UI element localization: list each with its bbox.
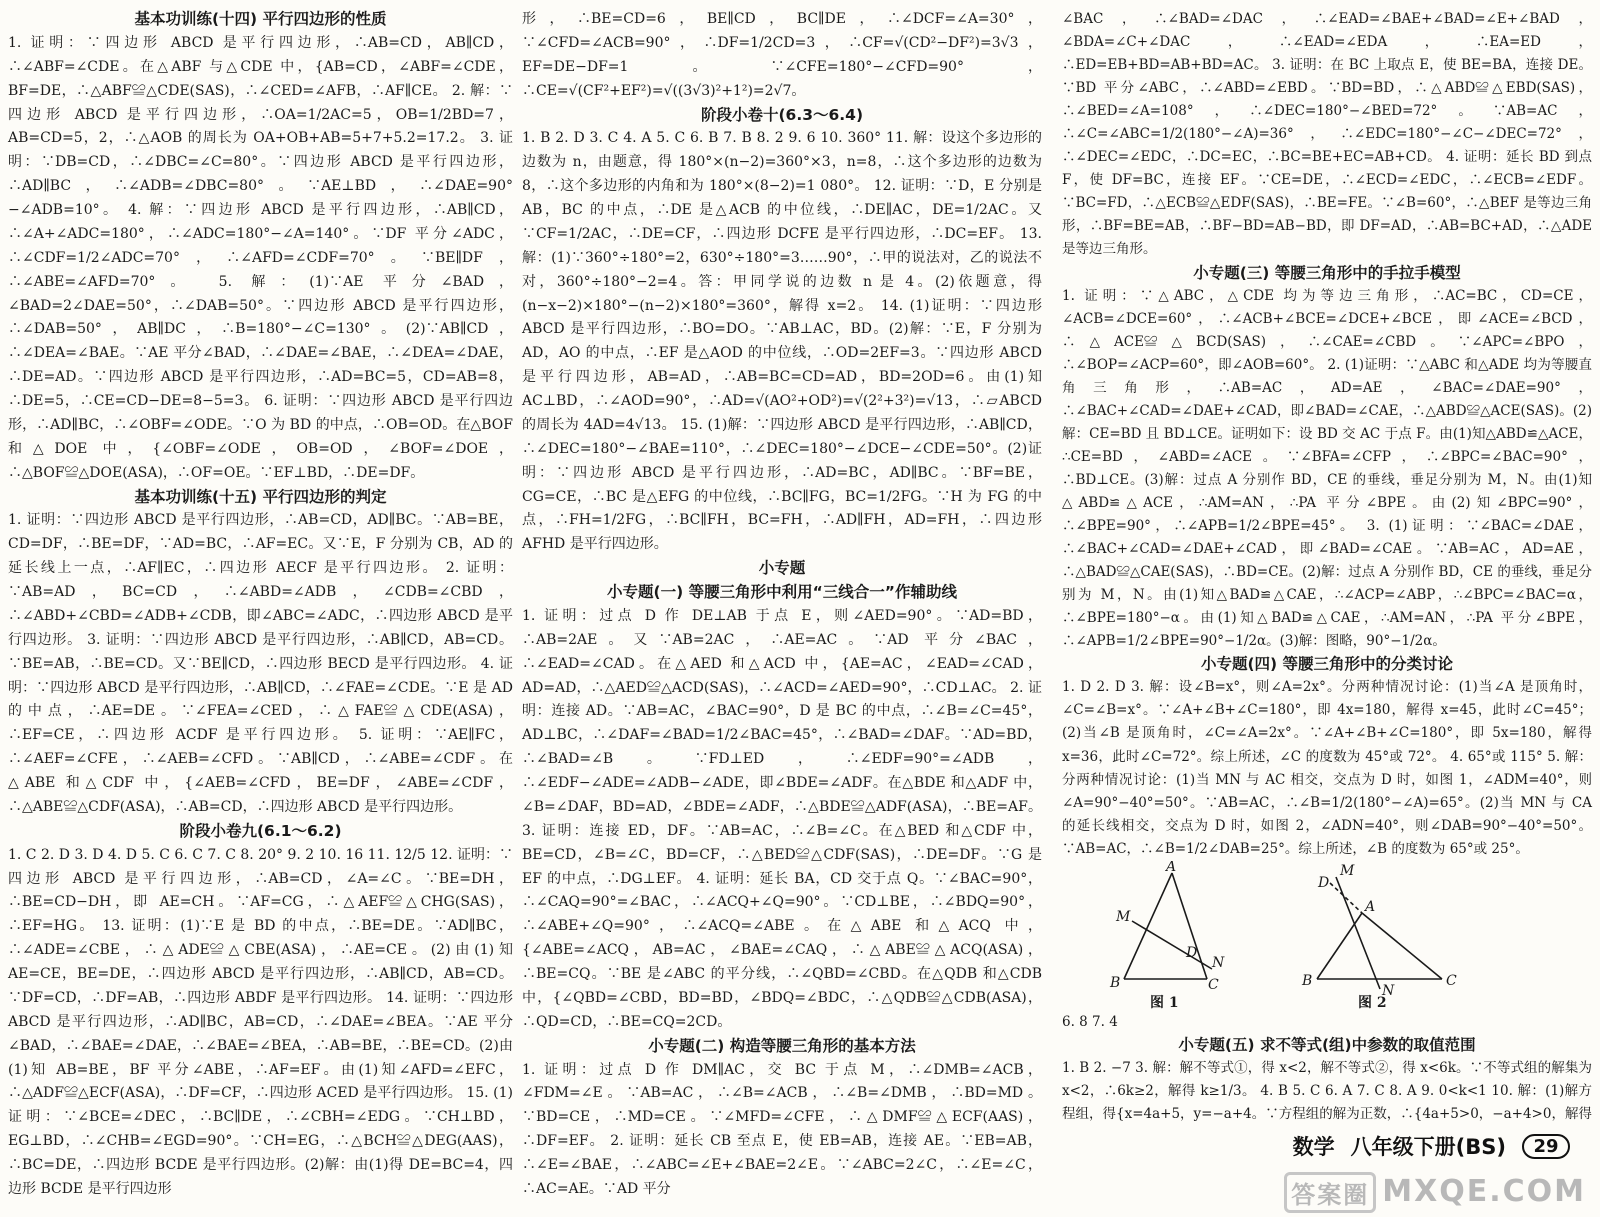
fig2-label-c: C bbox=[1446, 972, 1457, 989]
section-title: 小专题(一) 等腰三角形中利用“三线合一”作辅助线 bbox=[607, 583, 957, 601]
fig2-caption: 图 2 bbox=[1358, 994, 1387, 1011]
figures-svg bbox=[1062, 861, 1482, 1011]
fig1-side-ab bbox=[1124, 873, 1172, 979]
fig2-label-d: D bbox=[1318, 874, 1330, 891]
column-2 bbox=[522, 8, 1042, 1202]
answer-paragraph: 1. 证明：∵四边形 ABCD 是平行四边形，∴AB=CD，AB∥CD，∴∠ABF=∠CDE。在△ABF 与△CDE 中，{AB=CD，∠ABF=∠CDE，BF=DE，∴△ABF≌△CDE(SAS)，∴∠CED=∠AFB，∴AF∥CE。 2. 解：∵四边形 ABCD 是平行四边形，∴OA=1/2AC=5，OB=1/2BD=7，AB=CD=5，2，∴△AOB 的周长为 OA+OB+AB=5+7+5.2=17.2。 3. 证明：∵DB=CD，∴∠DBC=∠C=80°。∵四边形 ABCD 是平行四边形，∴AD∥BC，∴∠ADB=∠DBC=80°。∵AE⊥BD，∴∠DAE=90°−∠ADB=10°。 4. 解：∵四边形 ABCD 是平行四边形，∴AB∥CD，∴∠A+∠ADC=180°，∴∠ADC=180°−∠A=140°。∵DF 平分∠ADC，∴∠CDF=1/2∠ADC=70°，∴∠AFD=∠CDF=70°。∵BE∥DF，∴∠ABE=∠AFD=70°。 5. 解：(1)∵AE 平分∠BAD，∠BAD=2∠DAE=50°，∴∠DAB=50°。∵四边形 ABCD 是平行四边形，∴∠DAB=50°，AB∥DC，∴B=180°−∠C=130°。(2)∵AB∥CD，∴∠DEA=∠BAE。∵AE 平分∠BAD，∴∠DAE=∠BAE，∴∠DEA=∠DAE，∴DE=AD。∵四边形 ABCD 是平行四边形，∴AD=BC=5，CD=AB=8，∴DE=5，∴CE=CD−DE=8−5=3。 6. 证明：∵四边形 ABCD 是平行四边形，∴AD∥BC，∴∠OBF=∠ODE。∵O 为 BD 的中点，∴OB=OD。在△BOF 和△DOE 中，{∠OBF=∠ODE，OB=OD，∠BOF=∠DOE，∴△BOF≌△DOE(ASA)，∴OF=OE。∵EF⊥BD，∴DE=DF。 bbox=[8, 34, 513, 481]
fig2-label-m: M bbox=[1340, 862, 1355, 879]
answer-paragraph: 1. C 2. D 3. D 4. D 5. C 6. C 7. C 8. 20° 9. 2 10. 16 11. 12/5 12. 证明：∵四边形 ABCD 是平行四边形，∴AB=CD，∠A=∠C。∵BE=DH，∴BE=CD−DH，即 AE=CH。∵AF=CG，∴△AEF≌△CHG(SAS)，∴EF=HG。 13. 证明：(1)∵E 是 BD 的中点，∴BE=DE。∵AD∥BC，∴∠ADE=∠CBE，∴△ADE≌△CBE(ASA)，∴AE=CE。(2)由(1)知 AE=CE，BE=DE，∴四边形 ABCD 是平行四边形，∴AB∥CD，AB=CD。∵DF=CD，∴DF=AB，∴四边形 ABDF 是平行四边形。 14. 证明：∵四边形 ABCD 是平行四边形，∴AD∥BC，AB=CD，∴∠DAE=∠BEA。∵AE 平分∠BAD，∴∠BAE=∠DAE，∴∠BAE=∠BEA，∴AB=BE，∴BE=CD。(2)由(1)知 AB=BE，BF 平分∠ABE，∴AF=EF。由(1)知∠AFD=∠EFC，∴△ADF≌△ECF(ASA)，∴DF=CF，∴四边形 ACED 是平行四边形。 15. (1)证明：∵∠BCE=∠DEC，∴BC∥DE，∴∠CBH=∠EDG。∵CH⊥BD，EG⊥BD，∴∠CHB=∠EGD=90°。∵CH=EG，∴△BCH≌△DEG(AAS)，∴BC=DE，∴四边形 BCDE 是平行四边形。(2)解：由(1)得 DE=BC=4，四边形 BCDE 是平行四边形 bbox=[8, 846, 513, 1197]
figure-2 bbox=[1317, 874, 1442, 989]
fig2-side-ba bbox=[1317, 913, 1362, 979]
answer-paragraph: ∠BAC，∴∠BAD=∠DAC，∴∠EAD=∠BAE+∠BAD=∠E+∠BAD，∠BDA=∠C+∠DAC，∴∠EAD=∠EDA，∴EA=ED，∴ED=EB+BD=AB+BD=AC。 3. 证明：在 BC 上取点 E，使 BE=BA，连接 DE。∵BD 平分∠ABC，∴∠ABD=∠EBD。∵BD=BD，∴△ABD≌△EBD(SAS)，∴∠BED=∠A=108°，∴∠DEC=180°−∠BED=72°。∵AB=AC，∴∠C=∠ABC=1/2(180°−∠A)=36°，∴∠EDC=180°−∠C−∠DEC=72°，∴∠DEC=∠EDC，∴DC=EC，∴BC=BE+EC=AB+CD。 4. 证明：延长 BD 到点 F，使 DF=BC，连接 EF。∵CE=DE，∴∠ECD=∠EDC，∴∠ECB=∠EDF。∵BC=FD，∴△ECB≌△EDF(SAS)，∴BE=FE。∵∠B=60°，∴△BEF 是等边三角形，∴BF=BE=AB，∴BF−BD=AB−BD，即 DF=AD，∴AB=BC+AD，∴△ADE 是等边三角形。 bbox=[1062, 11, 1592, 258]
section-title: 基本功训练(十四) 平行四边形的性质 bbox=[134, 10, 387, 28]
fig2-side-ac bbox=[1362, 913, 1442, 979]
answer-paragraph: 1. B 2. D 3. C 4. A 5. C 6. B 7. B 8. 2 9. 6 10. 360° 11. 解：设这个多边形的边数为 n，由题意，得 180°×(n−2)=360°×3，n=8，∴这个多边形的边数为 8，∴这个多边形的内角和为 180°×(8−2)=1 080°。 12. 证明：∵D，E 分别是 AB，BC 的中点，∴DE 是△ACB 的中位线，∴DE∥AC，DE=1/2AC。又∵CF=1/2AC，∴DE=CF，∴四边形 DCFE 是平行四边形，∴DC=EF。 13. 解：(1)∵360°÷180°=2，630°÷180°=3……90°，∴甲的说法对，乙的说法不对，360°÷180°−2=4。答：甲同学说的边数 n 是 4。(2)依题意，得(n−x−2)×180°−(n−2)×180°=360°，解得 x=2。 14. (1)证明：∵四边形 ABCD 是平行四边形，∴BO=DO。∵AB⊥AC，BD。(2)解：∵E，F 分别为 AD，AO 的中点，∴EF 是△AOD 的中位线，∴OD=2EF=3。∵四边形 ABCD 是平行四边形，AB=AD，∴AB=BC=CD=AD，BD=2OD=6。由(1)知 AC⊥BD，∴∠AOD=90°，∴AD=√(AO²+OD²)=√(2²+3²)=√13，∴▱ABCD 的周长为 4AD=4√13。 15. (1)解：∵四边形 ABCD 是平行四边形，∴AB∥CD，∴∠DEC=180°−∠BAE=110°，∴∠DEC=180°−∠DCE−∠CDE=50°。(2)证明：∵四边形 ABCD 是平行四边形，∴AD=BC，AD∥BC。∵BF=BE，CG=CE，∴BC 是△EFG 的中位线，∴BC∥FG，BC=1/2FG。∵H 为 FG 的中点，∴FH=1/2FG，∴BC∥FH，BC=FH，∴AD∥FH，AD=FH，∴四边形 AFHD 是平行四边形。 bbox=[522, 130, 1042, 553]
answer-paragraph: 1. B 2. −7 3. 解：解不等式①，得 x<2，解不等式②，得 x<6k。∵不等式组的解集为 x<2，∴6k≥2，解得 k≥1/3。 4. B 5. C 6. A 7. C 8. A 9. 0<k<1 10. 解：(1)解方程组，得{x=4a+5，y=−a+4。∵方程组的解为正数，∴{4a+5>0，−a+4>0，解得 bbox=[1062, 1059, 1592, 1122]
section-title: 小专题 bbox=[758, 559, 806, 578]
page-footer bbox=[1293, 1131, 1570, 1161]
watermark-text: MXQE.COM bbox=[1382, 1174, 1586, 1209]
fig1-line-mn bbox=[1132, 921, 1212, 969]
fig1-label-b: B bbox=[1110, 974, 1121, 991]
answer-paragraph: 1. 证明：过点 D 作 DM∥AC，交 BC 于点 M，∴∠DMB=∠ACB，∠FDM=∠E。∵AB=AC，∴∠B=∠ACB，∴∠B=∠DMB，∴BD=MD。∵BD=CE，∴MD=CE。∵∠MFD=∠CFE，∴△DMF≌△ECF(AAS)，∴DF=EF。 2. 证明：延长 CB 至点 E，使 EB=AB，连接 AE。∵EB=AB，∴∠E=∠BAE，∴∠ABC=∠E+∠BAE=2∠E。∵∠ABC=2∠C，∴∠E=∠C，∴AC=AE。∵AD 平分 bbox=[522, 1061, 1042, 1197]
answer-paragraph: 6. 8 7. 4 bbox=[1062, 1013, 1118, 1030]
fig1-label-m: M bbox=[1116, 908, 1131, 925]
footer-grade: 八年级下册(BS) bbox=[1350, 1135, 1506, 1159]
site-watermark bbox=[1284, 1172, 1586, 1213]
fig1-caption: 图 1 bbox=[1150, 994, 1179, 1011]
answer-paragraph: 1. 证明：∵△ABC，△CDE 均为等边三角形，∴AC=BC，CD=CE，∠ACB=∠DCE=60°，∴∠ACB+∠BCE=∠DCE+∠BCE，即∠ACE=∠BCD，∴△ACE≌△BCD(SAS)，∴∠CAE=∠CBD。∵∠APC=∠BPO，∴∠BOP=∠ACP=60°，即∠AOB=60°。 2. (1)证明：∵△ABC 和△ADE 均为等腰直角三角形，∴AB=AC，AD=AE，∠BAC=∠DAE=90°，∴∠BAC+∠CAD=∠DAE+∠CAD，即∠BAD=∠CAE，∴△ABD≌△ACE(SAS)。(2)解：CE=BD 且 BD⊥CE。证明如下：设 BD 交 AC 于点 F。由(1)知△ABD≌△ACE，∴CE=BD，∠ABD=∠ACE。∵∠BFA=∠CFP，∴∠BPC=∠BAC=90°，∴BD⊥CE。(3)解：过点 A 分别作 BD，CE 的垂线，垂足分别为 M，N。由(1)知△ABD≌△ACE，∴AM=AN，∴PA 平分∠BPE。由(2)知∠BPC=90°，∴∠BPE=90°，∴∠APB=1/2∠BPE=45°。 3. (1)证明：∵∠BAC=∠DAE，∴∠BAC+∠CAD=∠DAE+∠CAD，即∠BAD=∠CAE。∵AB=AC，AD=AE，∴△BAD≌△CAE(SAS)，∴BD=CE。(2)解：过点 A 分别作 BD，CE 的垂线，垂足分别为 M，N。由(1)知△BAD≌△CAE，∴∠ACP=∠ABP，∴∠BPC=∠BAC=α，∴∠BPE=180°−α。由(1)知△BAD≌△CAE，∴AM=AN，∴PA 平分∠BPE，∴∠APB=1/2∠BPE=90°−1/2α。(3)解：图略，90°−1/2α。 bbox=[1062, 287, 1592, 650]
section-title: 阶段小卷十(6.3～6.4) bbox=[700, 105, 864, 124]
answer-paragraph: 1. D 2. D 3. 解：设∠B=x°，则∠A=2x°。分两种情况讨论：(1)当∠A 是顶角时，∠C=∠B=x°。∵∠A+∠B+∠C=180°，即 4x=180，解得 x=45，此时∠C=45°；(2)当∠B 是顶角时，∠C=∠A=2x°。∵∠A+∠B+∠C=180°，即 5x=180，解得 x=36，此时∠C=72°。综上所述，∠C 的度数为 45°或 72°。 4. 65°或 115° 5. 解：分两种情况讨论：(1)当 MN 与 AC 相交，交点为 D 时，如图 1，∠ADM=40°，则∠A=90°−40°=50°。∵AB=AC，∴∠B=1/2(180°−∠A)=65°。(2)当 MN 与 CA 的延长线相交，交点为 D 时，如图 2，∠ADN=40°，则∠DAB=90°−40°=50°。∵AB=AC，∴∠B=1/2∠DAB=25°。综上所述，∠B 的度数为 65°或 25°。 bbox=[1062, 679, 1592, 857]
answer-paragraph: 1. 证明：∵四边形 ABCD 是平行四边形，∴AB=CD，AD∥BC。∵AB=BE，CD=DF，∴BE=DF，∵AD=BC，∴AF=EC。又∵E，F 分别为 CB，AD 的延长线上一点，∴AF∥EC，∴四边形 AECF 是平行四边形。 2. 证明：∵AB=AD，BC=CD，∴∠ABD=∠ADB，∠CDB=∠CBD，∴∠ABD+∠CBD=∠ADB+∠CDB，即∠ABC=∠ADC，∴四边形 ABCD 是平行四边形。 3. 证明：∵四边形 ABCD 是平行四边形，∴AB∥CD，AB=CD。∵BE=AB，∴BE=CD。又∵BE∥CD，∴四边形 BECD 是平行四边形。 4. 证明：∵四边形 ABCD 是平行四边形，∴AB∥CD，∴∠FAE=∠CDE。∵E 是 AD 的中点，∴AE=DE。∵∠FEA=∠CED，∴△FAE≌△CDE(ASA)，∴EF=CE，∴四边形 ACDF 是平行四边形。 5. 证明：∵AE∥FC，∴∠AEF=∠CFE，∴∠AEB=∠CFD。∵AB∥CD，∴∠ABE=∠CDF。在△ABE 和△CDF 中，{∠AEB=∠CFD，BE=DF，∠ABE=∠CDF，∴△ABE≌△CDF(ASA)，∴AB=CD，∴四边形 ABCD 是平行四边形。 bbox=[8, 512, 513, 815]
fig1-label-d: D bbox=[1186, 944, 1198, 961]
watermark-logo-icon: 答案圈 bbox=[1284, 1172, 1376, 1213]
page-number: 29 bbox=[1522, 1134, 1570, 1159]
column-1 bbox=[8, 8, 513, 1202]
answer-paragraph: 1. 证明：过点 D 作 DE⊥AB 于点 E，则∠AED=90°。∵AD=BD，∴AB=2AE。又∵AB=2AC，∴AE=AC。∵AD 平分∠BAC，∴∠EAD=∠CAD。在△AED 和△ACD 中，{AE=AC，∠EAD=∠CAD，AD=AD，∴△AED≌△ACD(SAS)，∴∠ACD=∠AED=90°，∴CD⊥AC。 2. 证明：连接 AD。∵AB=AC，∠BAC=90°，D 是 BC 的中点，∴∠B=∠C=45°，AD⊥BC，∴∠DAF=∠BAD=1/2∠BAC=45°，∴∠BAD=∠DAF。∵AD=BD，∴∠BAD=∠B。∵FD⊥ED，∴∠EDF=90°=∠ADB，∴∠EDF−∠ADE=∠ADB−∠ADE，即∠BDE=∠ADF。在△BDE 和△ADF 中，∠B=∠DAF，BD=AD，∠BDE=∠ADF，∴△BDE≌△ADF(ASA)，∴BE=AF。 3. 证明：连接 ED，DF。∵AB=AC，∴∠B=∠C。在△BED 和△CDF 中，BE=CD，∠B=∠C，BD=CF，∴△BED≌△CDF(SAS)，∴DE=DF。∵G 是 EF 的中点，∴DG⊥EF。 4. 证明：延长 BA，CD 交于点 Q。∵∠BAC=90°，∴∠CAQ=90°=∠BAC，∴∠ACQ+∠Q=90°。∵CD⊥BE，∴∠BDQ=90°，∴∠ABE+∠Q=90°，∴∠ACQ=∠ABE。在△ABE 和△ACQ 中，{∠ABE=∠ACQ，AB=AC，∠BAE=∠CAQ，∴△ABE≌△ACQ(ASA)，∴BE=CQ。∵BE 是∠ABC 的平分线，∴∠QBD=∠CBD。在△QDB 和△CDB 中，{∠QBD=∠CBD，BD=BD，∠BDQ=∠BDC，∴△QDB≌△CDB(ASA)，∴QD=CD，∴BE=CQ=2CD。 bbox=[522, 607, 1042, 1030]
section-title: 小专题(二) 构造等腰三角形的基本方法 bbox=[648, 1036, 916, 1055]
fig1-label-c: C bbox=[1208, 976, 1219, 993]
fig2-label-a: A bbox=[1365, 898, 1376, 915]
footer-subject: 数学 bbox=[1292, 1135, 1335, 1159]
section-title: 小专题(四) 等腰三角形中的分类讨论 bbox=[1200, 655, 1454, 674]
fig2-label-n: N bbox=[1382, 982, 1395, 999]
fig1-label-a: A bbox=[1166, 860, 1177, 875]
fig2-label-b: B bbox=[1302, 972, 1313, 989]
figure-1 bbox=[1124, 873, 1212, 979]
fig1-label-n: N bbox=[1212, 954, 1225, 971]
section-title: 阶段小卷九(6.1～6.2) bbox=[179, 821, 342, 840]
fig2-line-mn bbox=[1336, 877, 1380, 989]
column-3 bbox=[1062, 8, 1592, 1126]
fig2-extension-ca bbox=[1330, 883, 1362, 913]
section-title: 小专题(五) 求不等式(组)中参数的取值范围 bbox=[1178, 1035, 1476, 1054]
section-title: 基本功训练(十五) 平行四边形的判定 bbox=[134, 487, 387, 506]
answer-paragraph: 形，∴BE=CD=6，BE∥CD，BC∥DE，∴∠DCF=∠A=30°，∵∠CFD=∠ACB=90°，∴DF=1/2CD=3，∴CF=√(CD²−DF²)=3√3，EF=DE−DF=1。∵∠CFE=180°−∠CFD=90°，∴CE=√(CF²+EF²)=√((3√3)²+1²)=2√7。 bbox=[522, 11, 1042, 99]
section-title: 小专题(三) 等腰三角形中的手拉手模型 bbox=[1193, 263, 1461, 282]
geometry-figures bbox=[1062, 861, 1592, 1011]
